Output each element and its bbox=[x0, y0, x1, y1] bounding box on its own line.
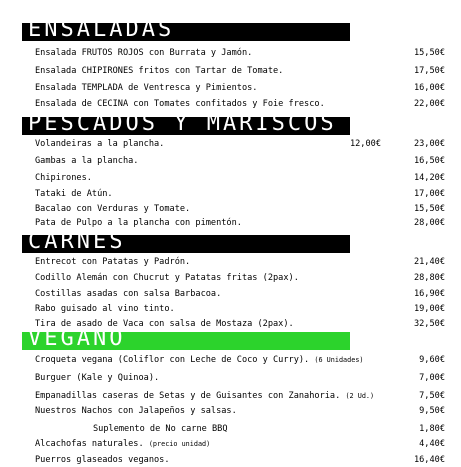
item-price: 9,50€ bbox=[419, 406, 445, 416]
menu-item bbox=[35, 255, 445, 269]
item-price: 17,50€ bbox=[413, 66, 445, 76]
section-title-pescados: PESCADOS Y MARISCOS bbox=[28, 111, 337, 136]
item-price: 16,50€ bbox=[413, 156, 445, 166]
item-name: Suplemento de No carne BBQ bbox=[93, 424, 228, 434]
section-title-carnes: CARNES bbox=[28, 229, 126, 254]
item-price: 19,00€ bbox=[413, 304, 445, 314]
menu-item bbox=[35, 353, 445, 367]
menu-item bbox=[35, 453, 445, 467]
menu-item bbox=[35, 437, 445, 451]
menu-item bbox=[35, 187, 445, 201]
item-price: 7,00€ bbox=[419, 373, 445, 383]
menu-item bbox=[35, 64, 445, 78]
item-name: Pata de Pulpo a la plancha con pimentón. bbox=[35, 218, 242, 228]
menu-item bbox=[35, 371, 445, 385]
item-price: 15,50€ bbox=[413, 204, 445, 214]
item-name: Puerros glaseados veganos. bbox=[35, 455, 170, 465]
menu-item bbox=[35, 287, 445, 301]
item-price: 7,50€ bbox=[419, 391, 445, 401]
menu-item bbox=[35, 389, 445, 403]
item-price: 1,80€ bbox=[419, 424, 445, 434]
item-price: 23,00€ bbox=[413, 139, 445, 149]
item-price: 9,60€ bbox=[419, 355, 445, 365]
item-price: 4,40€ bbox=[419, 439, 445, 449]
item-name: Ensalada CHIPIRONES fritos con Tartar de Tomate. bbox=[35, 66, 284, 76]
menu-item bbox=[35, 404, 445, 418]
item-name: Croqueta vegana (Coliflor con Leche de Coco y Curry). (6 Unidades) bbox=[35, 355, 364, 365]
menu-item bbox=[35, 202, 445, 216]
item-name: Rabo guisado al vino tinto. bbox=[35, 304, 175, 314]
item-name: Bacalao con Verduras y Tomate. bbox=[35, 204, 191, 214]
item-name: Burguer (Kale y Quinoa). bbox=[35, 373, 160, 383]
item-price: 22,00€ bbox=[413, 99, 445, 109]
item-name: Entrecot con Patatas y Padrón. bbox=[35, 257, 191, 267]
item-name: Codillo Alemán con Chucrut y Patatas fritas (2pax). bbox=[35, 273, 299, 283]
item-price: 16,40€ bbox=[413, 455, 445, 465]
menu-item bbox=[35, 97, 445, 111]
menu-item bbox=[35, 302, 445, 316]
item-price: 32,50€ bbox=[413, 319, 445, 329]
item-name: Gambas a la plancha. bbox=[35, 156, 139, 166]
item-price: 15,50€ bbox=[413, 48, 445, 58]
menu-item bbox=[35, 154, 445, 168]
section-title-ensaladas: ENSALADAS bbox=[28, 17, 175, 42]
item-note: (precio unidad) bbox=[148, 440, 211, 448]
item-name: Ensalada de CECINA con Tomates confitados y Foie fresco. bbox=[35, 99, 325, 109]
item-price: 28,80€ bbox=[413, 273, 445, 283]
menu-item bbox=[35, 46, 445, 60]
item-name: Ensalada FRUTOS ROJOS con Burrata y Jamón. bbox=[35, 48, 253, 58]
item-price-half: 12,00€ bbox=[349, 139, 381, 149]
item-name: Chipirones. bbox=[35, 173, 92, 183]
item-name: Empanadillas caseras de Setas y de Guisantes con Zanahoria. (2 Ud.) bbox=[35, 391, 375, 401]
item-name: Volandeiras a la plancha. bbox=[35, 139, 165, 149]
item-price: 17,00€ bbox=[413, 189, 445, 199]
section-title-vegano: VEGANO bbox=[28, 326, 126, 351]
item-price: 16,00€ bbox=[413, 83, 445, 93]
item-name: Tataki de Atún. bbox=[35, 189, 113, 199]
item-price: 21,40€ bbox=[413, 257, 445, 267]
item-name: Alcachofas naturales. (precio unidad) bbox=[35, 439, 211, 449]
menu-item bbox=[35, 422, 445, 436]
menu-item bbox=[35, 171, 445, 185]
item-note: (2 Ud.) bbox=[345, 392, 375, 400]
item-name: Ensalada TEMPLADA de Ventresca y Pimientos. bbox=[35, 83, 258, 93]
menu-item bbox=[35, 81, 445, 95]
item-price: 28,00€ bbox=[413, 218, 445, 228]
menu-item bbox=[35, 137, 445, 151]
item-price: 14,20€ bbox=[413, 173, 445, 183]
item-name: Costillas asadas con salsa Barbacoa. bbox=[35, 289, 222, 299]
item-name: Nuestros Nachos con Jalapeños y salsas. bbox=[35, 406, 237, 416]
menu-item bbox=[35, 271, 445, 285]
item-price: 16,90€ bbox=[413, 289, 445, 299]
item-name: Tira de asado de Vaca con salsa de Mostaza (2pax). bbox=[35, 319, 294, 329]
item-note: (6 Unidades) bbox=[314, 356, 364, 364]
menu-item bbox=[35, 216, 445, 230]
